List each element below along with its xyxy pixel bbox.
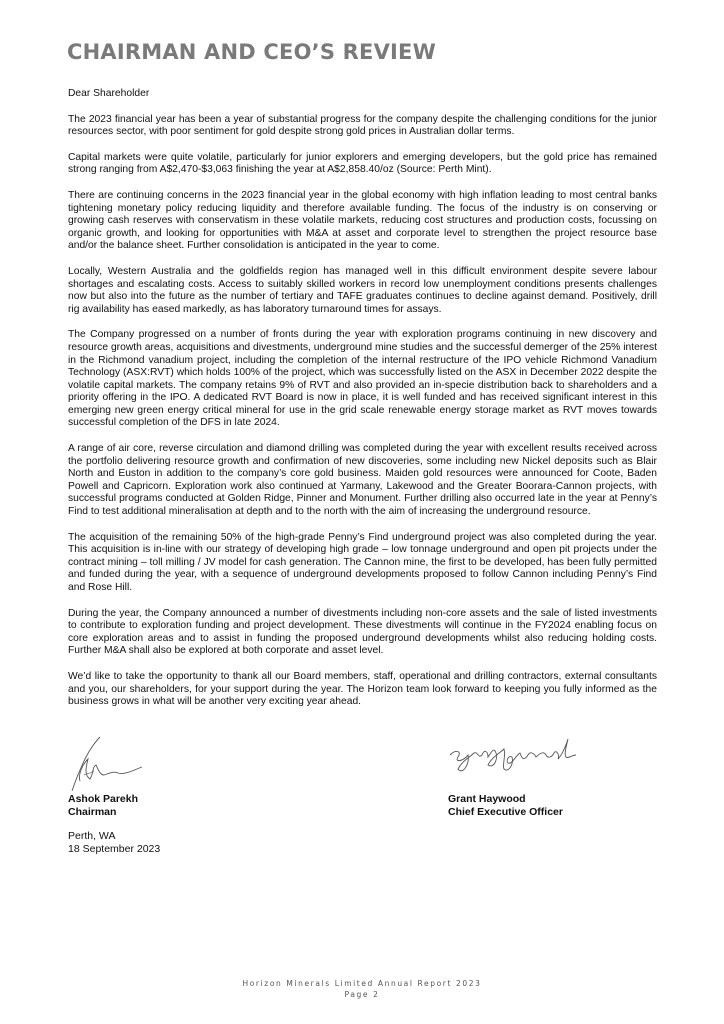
place-and-date [68,830,160,856]
signatory-name: Grant Haywood [448,793,526,805]
salutation: Dear Shareholder [68,88,150,99]
signatory-ceo [448,735,668,819]
page-footer [0,978,724,1000]
paragraph: There are continuing concerns in the 2023 financial year in the global economy with high inflation leading to most central banks tightening monetary policy reducing liquidity and therefore available funding. The focus of the industry is on conserving or growing cash reserves with conservatism in these volatile markets, reducing cost structures and production costs, focussing on organic growth, and looking for opportunities with M&A at asset and corporate level to strengthen the project resource base and/or the balance sheet. Further consolidation is anticipated in the year to come. [68,189,657,252]
signature-grant-haywood-icon [448,735,668,793]
footer-report-title: Horizon Minerals Limited Annual Report 2023 [242,979,482,988]
paragraph: During the year, the Company announced a number of divestments including non-core assets and the sale of listed investments to contribute to exploration funding and project development. These divestments will continue in the FY2024 enabling focus on core exploration areas and to assist in funding the proposed underground developments whilst also reducing holding costs. Further M&A shall also be explored at both corporate and asset level. [68,607,657,657]
signature-ashok-parekh-icon [68,735,268,793]
signatory-role: Chairman [68,806,117,818]
signatory-role: Chief Executive Officer [448,806,563,818]
paragraph: We’d like to take the opportunity to thank all our Board members, staff, operational and drilling contractors, external consultants and you, our shareholders, for your support during the year. The Horizon team look forward to keeping you fully informed as the business grows in what will be another very exciting year ahead. [68,670,657,708]
signatory-chairman [68,735,268,819]
paragraph: Capital markets were quite volatile, particularly for junior explorers and emerging developers, but the gold price has remained strong ranging from A$2,470-$3,063 finishing the year at A$2,858.40/oz (Source: Perth Mint). [68,151,657,176]
date: 18 September 2023 [68,843,161,855]
paragraph: The acquisition of the remaining 50% of the high-grade Penny’s Find underground project was also completed during the year. This acquisition is in-line with our strategy of developing high grade – low tonnage underground and open pit projects under the contract mining – toll milling / JV model for cash generation. The Cannon mine, the first to be developed, has been fully permitted and funded during the year, with a sequence of underground developments proposed to follow Cannon including Penny’s Find and Rose Hill. [68,531,657,593]
signatory-name: Ashok Parekh [68,793,139,805]
page-number: Page 2 [344,990,380,999]
paragraph: A range of air core, reverse circulation and diamond drilling was completed during the year with excellent results received across the portfolio delivering resource growth and confirmation of new discoveries, some including new Nickel deposits such as Blair North and Euston in addition to the company’s core gold business. Maiden gold resources were announced for Coote, Baden Powell and Capricorn. Exploration work also continued at Yarmany, Lakewood and the Greater Boorara-Cannon projects, with successful programs conducted at Golden Ridge, Pinner and Monument. Further drilling also occurred late in the year at Penny’s Find to test additional mineralisation at depth and to the north with the aim of increasing the underground resource. [68,443,657,518]
paragraph: Locally, Western Australia and the goldfields region has managed well in this difficult environment despite severe labour shortages and escalating costs. Access to suitably skilled workers in record low unemployment conditions presents challenges now but also into the future as the number of tertiary and TAFE graduates continues to decline against demand. Positively, drill rig availability has eased markedly, as has laboratory turnaround times for assays. [68,265,657,315]
page-title: CHAIRMAN AND CEO’S REVIEW [67,40,436,64]
paragraph: The 2023 financial year has been a year of substantial progress for the company despite the challenging conditions for the junior resources sector, with poor sentiment for gold despite strong gold prices in Australian dollar terms. [68,113,657,138]
paragraph: The Company progressed on a number of fronts during the year with exploration programs continuing in new discovery and resource growth areas, acquisitions and divestments, underground mine studies and the successful demerger of the 25% interest in the Richmond vanadium project, including the completion of the internal restructure of the IPO vehicle Richmond Vanadium Technology (ASX:RVT) which holds 100% of the project, which was successfully listed on the ASX in December 2022 despite the volatile capital markets. The company retains 9% of RVT and also provided an in-specie distribution back to shareholders and a priority offering in the IPO. A dedicated RVT Board is now in place, it is well funded and has received significant interest in this emerging new green energy critical mineral for use in the grid scale renewable energy storage market as RVT moves towards successful completion of the DFS in late 2024. [68,329,657,429]
location: Perth, WA [68,830,116,842]
letter-body [68,88,657,722]
